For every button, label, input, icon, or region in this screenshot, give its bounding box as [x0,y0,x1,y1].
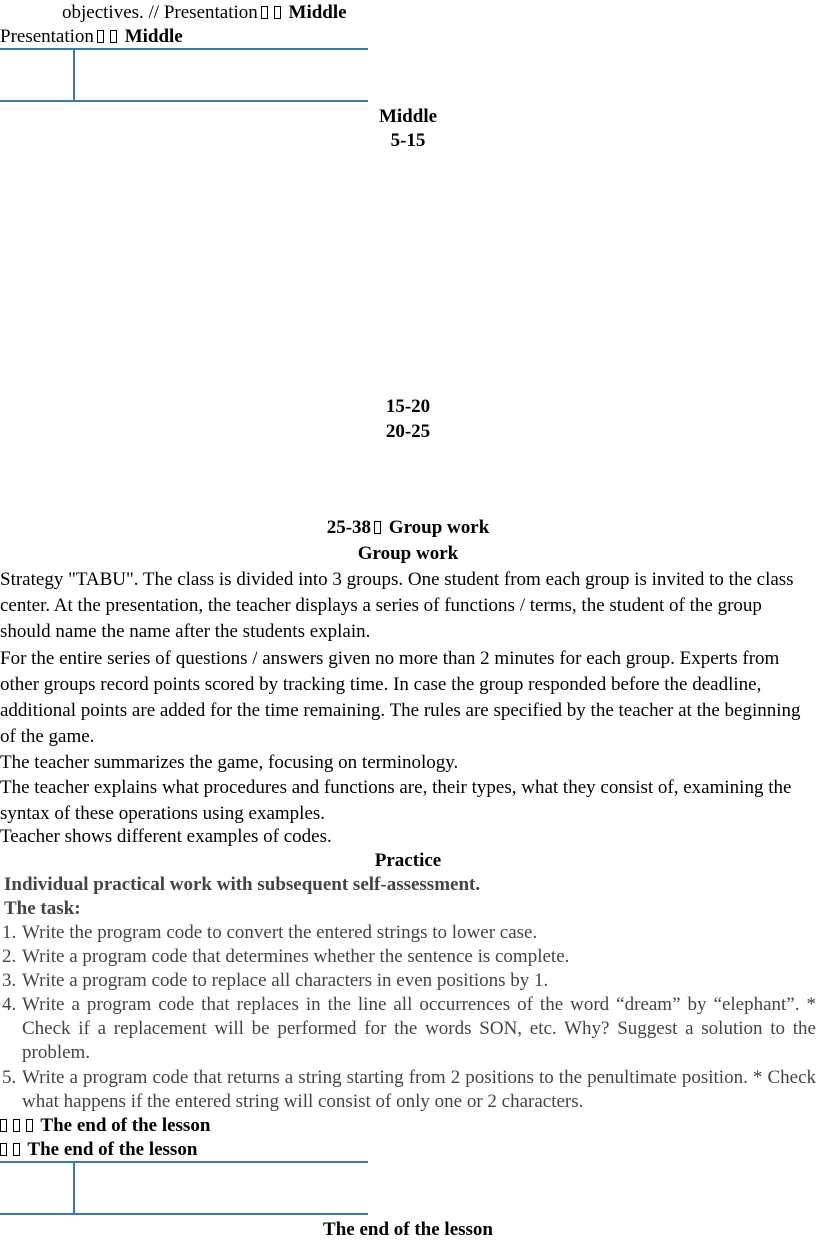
presentation-text: Presentation [0,26,94,47]
table-column-divider [73,48,75,102]
paragraph-rules: For the entire series of questions / answers given no more than 2 minutes for each group. Experts from other groups record points scored by tracking time. In case the group responded before the deadline, additional points are added for the time remaining. The rules are specified by the teacher at the beginning of the game. [0,648,801,747]
list-item-text: Write the program code to convert the entered strings to lower case. [22,922,538,943]
missing-glyph-icon [13,1143,20,1156]
list-item [2,969,816,993]
time-range-5-15: 5-15 [390,130,426,151]
group-work-heading-1 [0,516,816,540]
header-line-2 [0,25,183,49]
end-of-lesson-line-2 [0,1138,197,1162]
missing-glyph-icon [374,521,381,534]
separator-text: // [148,2,160,23]
paragraph-strategy: Strategy "TABU". The class is divided into 3 groups. One student from each group is invited to the class center. At the presentation, the teacher displays a series of functions / terms, the student of the group should name the name after the students explain. [0,569,794,642]
list-item-text: Write a program code that replaces in the line all occurrences of the word “dream” by “elephant”. * Check if a replacement will be performed for the words SON, etc. Why? Suggest a solution to the problem. [22,994,816,1063]
list-item [2,993,816,1065]
paragraph-explanation: The teacher explains what procedures and functions are, their types, what they consist of, examining the syntax of these operations using examples. [0,777,792,824]
list-item-number: 2. [2,946,17,967]
missing-glyph-icon [274,6,281,19]
list-item [2,921,816,945]
list-item-number: 1. [2,922,17,943]
header-line-1 [62,1,347,25]
table-top-border [0,48,368,50]
list-item [2,1066,816,1114]
presentation-text: Presentation [163,2,258,23]
table-column-divider [73,1161,75,1215]
practice-heading: Practice [374,850,442,871]
table-bottom-border [0,100,368,102]
table-top-border [0,1161,368,1163]
paragraph-summary: The teacher summarizes the game, focusing on terminology. [0,752,459,773]
missing-glyph-icon [26,1119,33,1132]
list-item-text: Write a program code that returns a string starting from 2 positions to the penultimate position. * Check what happens if the entered string will consist of only one or 2 characters. [22,1067,816,1112]
paragraph-examples: Teacher shows different examples of codes. [0,826,332,847]
list-item-number: 4. [2,994,17,1015]
individual-work-text: Individual practical work with subsequent self-assessment. [4,874,481,895]
missing-glyph-icon [0,1143,7,1156]
task-label: The task: [4,898,81,919]
group-work-heading-2: Group work [357,543,459,564]
list-item-number: 3. [2,970,17,991]
list-item-text: Write a program code to replace all characters in even positions by 1. [22,970,549,991]
end-of-lesson-text: The end of the lesson [27,1139,198,1160]
time-range-15-20: 15-20 [385,396,431,417]
table-bottom-border [0,1213,368,1215]
time-range-20-25: 20-25 [385,421,431,442]
group-work-label: Group work [388,517,490,538]
list-item [2,945,816,969]
end-of-lesson-footer: The end of the lesson [323,1219,493,1240]
missing-glyph-icon [110,30,117,43]
middle-label: Middle [288,2,347,23]
middle-heading: Middle [378,106,438,127]
list-item-text: Write a program code that determines whether the sentence is complete. [22,946,570,967]
objectives-text: objectives. [62,2,144,23]
missing-glyph-icon [0,1119,7,1132]
missing-glyph-icon [13,1119,20,1132]
middle-label: Middle [124,26,183,47]
list-item-number: 5. [2,1067,17,1088]
end-of-lesson-text: The end of the lesson [40,1115,211,1136]
missing-glyph-icon [97,30,104,43]
time-range-25-38: 25-38 [326,517,372,538]
end-of-lesson-line-1 [0,1114,210,1138]
missing-glyph-icon [261,6,268,19]
